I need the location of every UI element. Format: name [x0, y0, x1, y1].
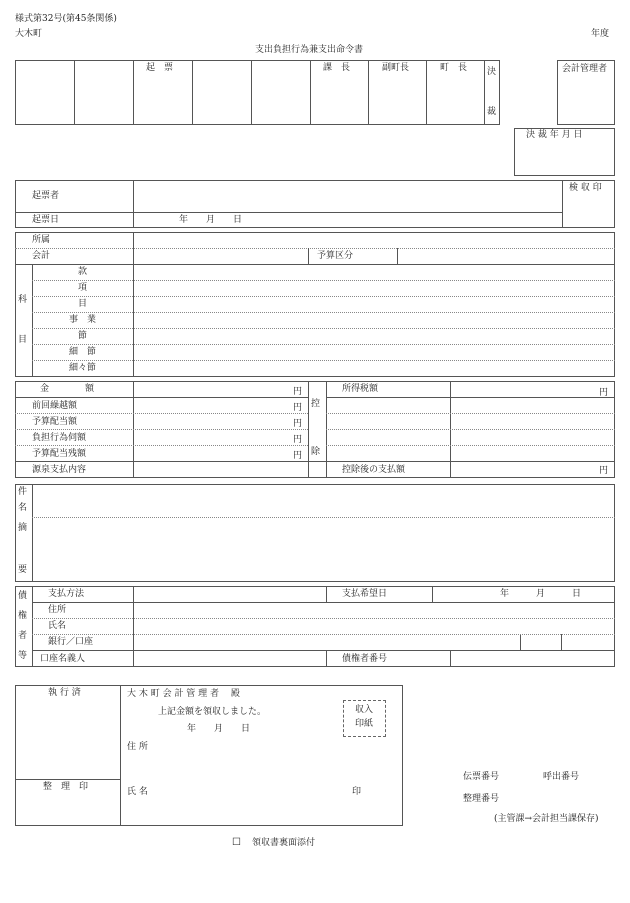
creditor-side-label: 等 [18, 651, 28, 661]
yobidashi-no-label: 呼出番号 [543, 772, 580, 782]
kaikei-field-label: 会計 [32, 251, 51, 261]
kessai-date-label: 決 裁 年 月 日 [526, 130, 583, 140]
kamoku-label-1: 科 [18, 295, 28, 305]
revenue-stamp-label-1: 収入 [355, 705, 374, 715]
class-item: 項 [78, 283, 88, 293]
yen-unit: 円 [293, 403, 303, 413]
class-item: 事 業 [69, 315, 97, 325]
creditor-side-label: 債 [18, 591, 28, 601]
revenue-stamp-label-2: 印紙 [355, 719, 374, 729]
receipt-received: 上記金額を領収しました。 [158, 707, 267, 717]
executed-label: 執 行 済 [48, 688, 81, 698]
payment-method-label: 支払方法 [48, 589, 85, 599]
koujo-label-2: 除 [311, 447, 321, 457]
receipt-to: 大 木 町 会 計 管 理 者 殿 [127, 689, 240, 699]
receipt-date: 年 月 日 [187, 724, 251, 734]
yen-unit: 円 [293, 435, 303, 445]
kingaku-label: 金 額 [40, 384, 95, 394]
fiscal-year: 年度 [591, 29, 610, 39]
amount-row-label: 前回繰越額 [32, 401, 78, 411]
yosan-kubun-label: 予算区分 [317, 251, 354, 261]
amount-row-label: 負担行為伺額 [32, 433, 87, 443]
shotoku-label: 所得税額 [342, 384, 379, 394]
amount-row-label: 源泉支払内容 [32, 465, 87, 475]
class-item: 節 [78, 331, 88, 341]
attach-checkbox[interactable]: ☐ [232, 837, 241, 848]
kaikei-label: 会計管理者 [562, 64, 608, 74]
inspection-seal-label: 検 収 印 [569, 183, 602, 193]
after-deduction-label: 控除後の支払額 [342, 465, 406, 475]
kenmei-label-2: 名 [18, 503, 28, 513]
fuku-chocho-label: 副町長 [382, 63, 410, 73]
storage-note: (主管課→会計担当課保存) [494, 814, 599, 824]
form-number: 様式第32号(第45条関係) [15, 14, 117, 24]
creditor-no-label: 債権者番号 [342, 654, 388, 664]
chocho-label: 町 長 [440, 63, 468, 73]
class-item: 細々節 [69, 363, 97, 373]
tekiyo-label-2: 要 [18, 565, 28, 575]
creditor-side-label: 権 [18, 611, 28, 621]
kihyo-label: 起 票 [146, 63, 174, 73]
wish-date-label: 支払希望日 [342, 589, 388, 599]
wish-date-value: 年 月 日 [500, 589, 582, 599]
yen-unit: 円 [293, 387, 303, 397]
class-item: 款 [78, 267, 88, 277]
yen-unit: 円 [599, 388, 609, 398]
receipt-seal-label: 印 [352, 787, 362, 797]
form-title: 支出負担行為兼支出命令書 [255, 45, 364, 55]
kessai-label-2: 裁 [487, 107, 497, 117]
koujo-label-1: 控 [311, 399, 321, 409]
draft-date-value: 年 月 日 [179, 215, 243, 225]
yen-unit: 円 [599, 466, 609, 476]
class-item: 細 節 [69, 347, 97, 357]
account-holder-label: 口座名義人 [40, 654, 86, 664]
shozoku-label: 所属 [32, 235, 51, 245]
kamoku-label-2: 目 [18, 335, 28, 345]
name-label: 氏名 [48, 621, 67, 631]
denpyo-no-label: 伝票番号 [463, 772, 500, 782]
yen-unit: 円 [293, 451, 303, 461]
seiri-seal-label: 整 理 印 [43, 782, 89, 792]
town-name: 大木町 [15, 29, 43, 39]
class-item: 目 [78, 299, 88, 309]
yen-unit: 円 [293, 419, 303, 429]
kacho-label: 課 長 [323, 63, 351, 73]
seiri-no-label: 整理番号 [463, 794, 500, 804]
drafter-label: 起票者 [32, 191, 60, 201]
amount-row-label: 予算配当残額 [32, 449, 87, 459]
kessai-label-1: 決 [487, 67, 497, 77]
kenmei-label-1: 件 [18, 487, 28, 497]
creditor-side-label: 者 [18, 631, 28, 641]
receipt-name-label: 氏 名 [127, 787, 148, 797]
address-label: 住所 [48, 605, 67, 615]
receipt-address-label: 住 所 [127, 742, 148, 752]
draft-date-label: 起票日 [32, 215, 60, 225]
amount-row-label: 予算配当額 [32, 417, 78, 427]
tekiyo-label-1: 摘 [18, 523, 28, 533]
attach-label: 領収書裏面添付 [252, 838, 316, 848]
bank-label: 銀行／口座 [48, 637, 94, 647]
